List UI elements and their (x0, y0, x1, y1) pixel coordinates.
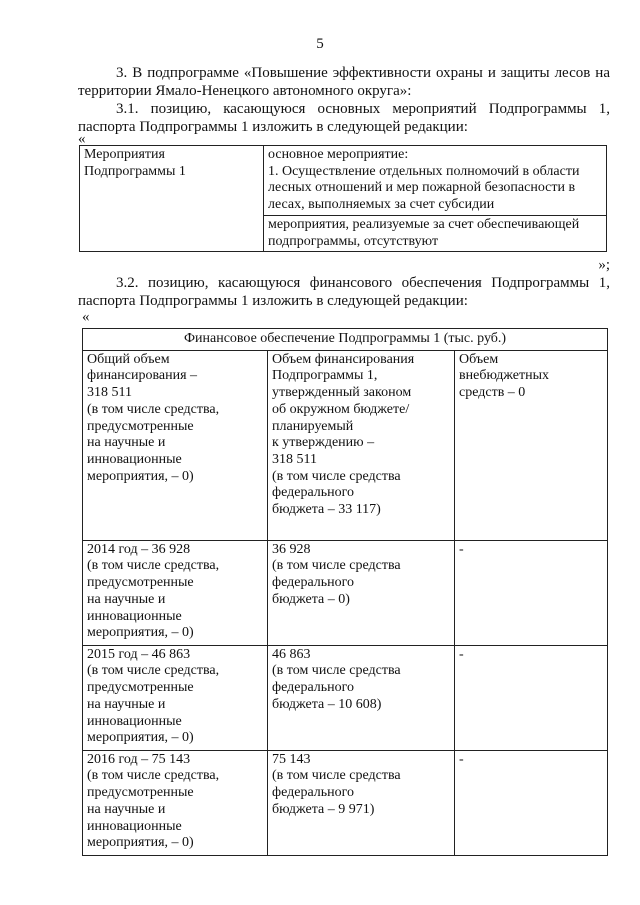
table-row (83, 350, 608, 540)
year-2014-extra: - (455, 540, 608, 645)
year-2014-amount: 36 928 (в том числе средства федерального бюджета – 0) (268, 540, 455, 645)
total-funding: Общий объем финансирования – 318 511 (в том числе средства, предусмотренные на научные и инновационные мероприятия, – 0) (83, 350, 268, 540)
supporting-measure: мероприятия, реализуемые за счет обеспечивающей подпрограммы, отсутствуют (264, 215, 607, 251)
open-quote-2: « (82, 309, 90, 325)
main-measure: основное мероприятие: 1. Осуществление отдельных полномочий в области лесных отношений и мер пожарной безопасности в лесах, выполняемых за счет субсидии (264, 146, 607, 216)
year-2015-extra: - (455, 645, 608, 750)
approved-funding: Объем финансирования Подпрограммы 1, утвержденный законом об окружном бюджете/ планируемый к утверждению – 318 511 (в том числе средства федерального бюджета – 33 117) (268, 350, 455, 540)
page-number: 5 (316, 36, 324, 52)
year-2016: 2016 год – 75 143 (в том числе средства, предусмотренные на научные и инновационные мероприятия, – 0) (83, 750, 268, 855)
year-2015-amount: 46 863 (в том числе средства федерального бюджета – 10 608) (268, 645, 455, 750)
year-2016-extra: - (455, 750, 608, 855)
measures-label: Мероприятия Подпрограммы 1 (80, 146, 264, 252)
finance-table (82, 328, 608, 856)
finance-header: Финансовое обеспечение Подпрограммы 1 (тыс. руб.) (83, 329, 608, 351)
year-2016-amount: 75 143 (в том числе средства федерального бюджета – 9 971) (268, 750, 455, 855)
table-row (83, 750, 608, 855)
extrabudgetary-funding: Объем внебюджетных средств – 0 (455, 350, 608, 540)
item-3-1: 3.1. позицию, касающуюся основных мероприятий Подпрограммы 1, паспорта Подпрограммы 1 изложить в следующей редакции: (78, 101, 610, 135)
item-3-2: 3.2. позицию, касающуюся финансового обеспечения Подпрограммы 1, паспорта Подпрограммы 1 изложить в следующей редакции: (78, 275, 610, 309)
table-row (83, 645, 608, 750)
section-heading: 3. В подпрограмме «Повышение эффективности охраны и защиты лесов на территории Ямало-Ненецкого автономного округа»: (78, 65, 610, 99)
open-quote: « (78, 131, 86, 147)
year-2014: 2014 год – 36 928 (в том числе средства, предусмотренные на научные и инновационные мероприятия, – 0) (83, 540, 268, 645)
table-row (83, 540, 608, 645)
close-quote: »; (598, 257, 610, 273)
measures-table (79, 145, 607, 252)
year-2015: 2015 год – 46 863 (в том числе средства, предусмотренные на научные и инновационные мероприятия, – 0) (83, 645, 268, 750)
